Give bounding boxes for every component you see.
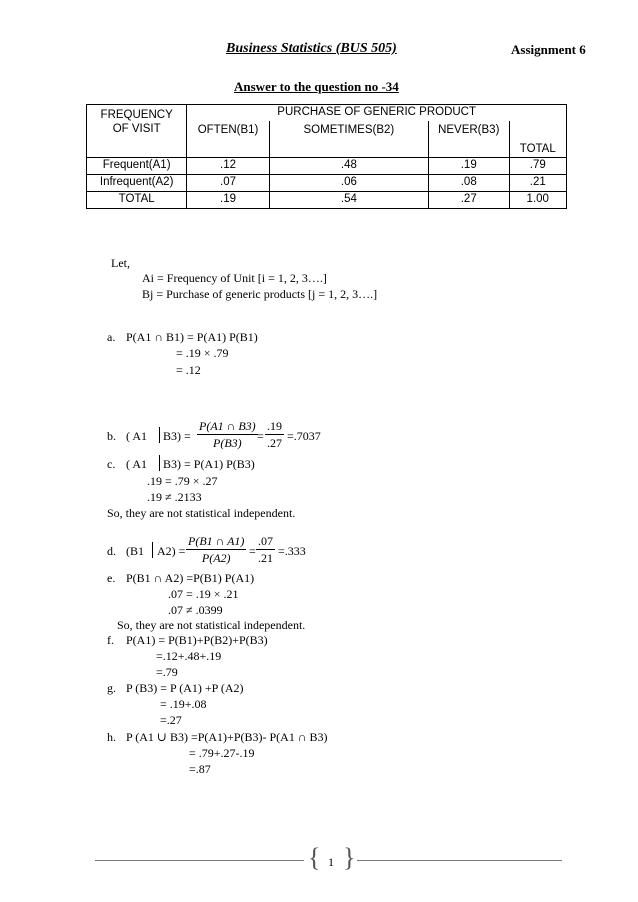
- fraction-denominator: P(A2): [201, 551, 231, 565]
- fraction-numerator: P(B1 ∩ A1): [188, 534, 245, 548]
- answer-d-fraction-values: [256, 535, 275, 564]
- answer-b-fraction: [197, 420, 258, 449]
- answer-d-fraction: [186, 535, 246, 564]
- answer-a-equation: P(A1 ∩ B1) = P(A1) P(B1): [126, 330, 258, 344]
- answer-d-lhs2: A2) =: [157, 544, 186, 558]
- question-subtitle: Answer to the question no -34: [234, 79, 399, 94]
- answer-g-step: = .19+.08: [160, 697, 207, 711]
- table-cell: .79: [509, 158, 567, 175]
- fraction-bar: [186, 549, 246, 550]
- answer-f-label: f.: [107, 633, 114, 647]
- answer-a-label: a.: [107, 330, 116, 344]
- column-header-never: NEVER(B3): [428, 121, 509, 158]
- footer-bracket-right: }: [343, 843, 356, 872]
- table-cell: .19: [187, 192, 269, 209]
- row-label: Frequent(A1): [87, 158, 187, 175]
- column-header-sometimes: SOMETIMES(B2): [269, 121, 428, 158]
- answer-h-equation: P (A1 ∪ B3) =P(A1)+P(B3)- P(A1 ∩ B3): [126, 730, 328, 744]
- page-number: 1: [328, 855, 334, 869]
- table-row: [87, 158, 567, 175]
- answer-c-label: c.: [107, 457, 116, 471]
- answer-h-result: =.87: [189, 762, 211, 776]
- answer-c-lhs: ( A1: [126, 457, 147, 471]
- answer-c-result: .19 ≠ .2133: [147, 490, 202, 504]
- answer-d-label: d.: [107, 544, 116, 558]
- table-cell: 1.00: [509, 192, 567, 209]
- answer-c-conclusion: So, they are not statistical independent.: [107, 506, 296, 520]
- conditional-bar: [159, 455, 160, 471]
- answer-c-equation: B3) = P(A1) P(B3): [163, 457, 255, 471]
- let-label: Let,: [111, 256, 130, 270]
- table-cell: .12: [187, 158, 269, 175]
- answer-e-result: .07 ≠ .0399: [168, 603, 223, 617]
- answer-e-label: e.: [107, 571, 116, 585]
- answer-b-lhs: ( A1: [126, 429, 147, 443]
- answer-e-equation: P(B1 ∩ A2) =P(B1) P(A1): [126, 571, 255, 585]
- answer-h-label: h.: [107, 730, 116, 744]
- table-cell: .08: [428, 175, 509, 192]
- fraction-denominator: P(B3): [213, 436, 242, 450]
- answer-f-result: =.79: [156, 665, 178, 679]
- table-cell: .27: [428, 192, 509, 209]
- footer-rule-right: [357, 860, 562, 861]
- answer-f-equation: P(A1) = P(B1)+P(B2)+P(B3): [126, 633, 268, 647]
- answer-e-conclusion: So, they are not statistical independent.: [117, 618, 306, 632]
- answer-c-step: .19 = .79 × .27: [147, 474, 218, 488]
- answer-d-result: =.333: [278, 544, 306, 558]
- fraction-denominator: .27: [267, 436, 282, 450]
- fraction-denominator: .21: [258, 551, 273, 565]
- conditional-bar: [159, 427, 160, 443]
- row-header-line1: FREQUENCY: [100, 109, 173, 121]
- answer-f-step: =.12+.48+.19: [156, 649, 222, 663]
- table-cell: .21: [509, 175, 567, 192]
- answer-e-step: .07 = .19 × .21: [168, 587, 239, 601]
- answer-b-label: b.: [107, 429, 116, 443]
- fraction-bar: [256, 549, 275, 550]
- answer-a-step: = .19 × .79: [176, 346, 229, 360]
- fraction-bar: [197, 434, 258, 435]
- table-row: [87, 175, 567, 192]
- table-cell: .54: [269, 192, 428, 209]
- answer-g-label: g.: [107, 681, 116, 695]
- answer-d-equals: =: [249, 544, 256, 558]
- definition-bj: Bj = Purchase of generic products [j = 1, 2, 3….]: [142, 287, 378, 301]
- table-cell: .07: [187, 175, 269, 192]
- conditional-bar: [152, 542, 153, 558]
- row-label: TOTAL: [87, 192, 187, 209]
- column-header-total: TOTAL: [509, 121, 567, 158]
- answer-h-step: = .79+.27-.19: [189, 746, 255, 760]
- frequency-table: [86, 104, 567, 209]
- answer-a-result: = .12: [176, 363, 201, 377]
- answer-b-lhs2: B3) =: [163, 429, 191, 443]
- fraction-bar: [265, 434, 284, 435]
- column-header-often: OFTEN(B1): [187, 121, 269, 158]
- row-label: Infrequent(A2): [87, 175, 187, 192]
- answer-g-result: =.27: [160, 713, 182, 727]
- row-header-cell: [87, 105, 187, 158]
- assignment-label: Assignment 6: [511, 42, 586, 57]
- group-header: PURCHASE OF GENERIC PRODUCT: [187, 105, 567, 122]
- answer-b-equals: =: [257, 429, 264, 443]
- fraction-numerator: .19: [267, 419, 282, 433]
- footer-bracket-left: {: [308, 843, 321, 872]
- answer-b-fraction-values: [265, 420, 284, 449]
- course-title: Business Statistics (BUS 505): [226, 41, 397, 56]
- definition-ai: Ai = Frequency of Unit [i = 1, 2, 3….]: [142, 271, 327, 285]
- fraction-numerator: P(A1 ∩ B3): [199, 419, 256, 433]
- answer-d-lhs: (B1: [126, 544, 144, 558]
- row-header-line2: OF VISIT: [112, 123, 161, 136]
- table-row: [87, 192, 567, 209]
- answer-b-result: =.7037: [287, 429, 321, 443]
- table-cell: .06: [269, 175, 428, 192]
- table-cell: .48: [269, 158, 428, 175]
- fraction-numerator: .07: [258, 534, 273, 548]
- footer-rule-left: [95, 860, 304, 861]
- answer-g-equation: P (B3) = P (A1) +P (A2): [126, 681, 244, 695]
- table-cell: .19: [428, 158, 509, 175]
